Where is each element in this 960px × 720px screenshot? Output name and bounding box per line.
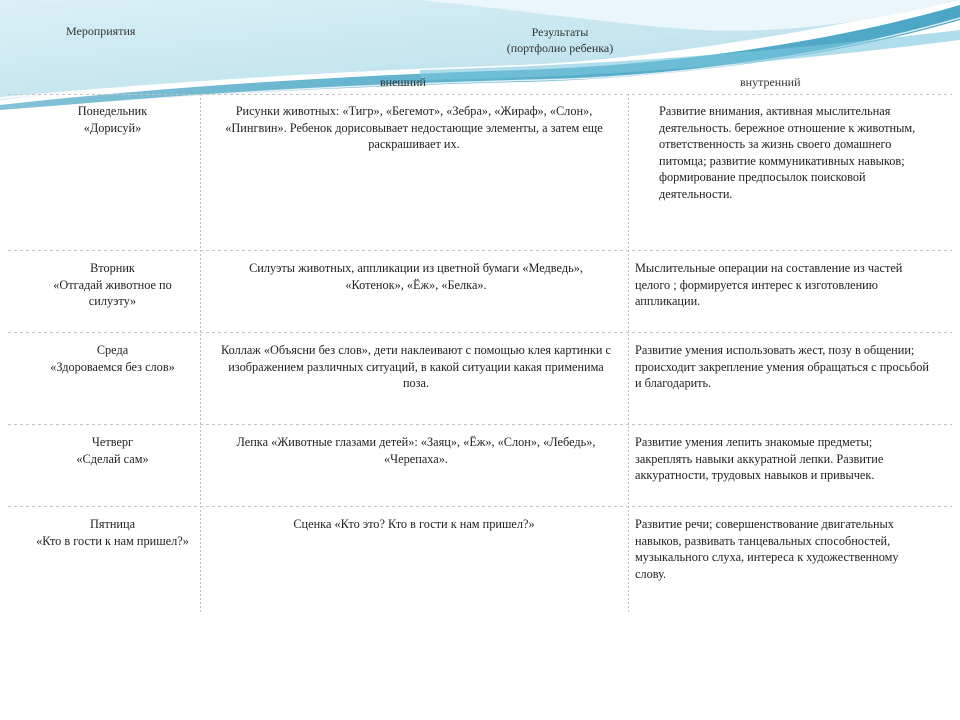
internal-result: Мыслительные операции на составление из частей целого ; формируется интерес к изготовлению аппликации. bbox=[635, 261, 903, 308]
internal-result: Развитие умения использовать жест, позу в общении; происходит закрепление умения обращаться с просьбой и благодарить. bbox=[635, 343, 929, 390]
row-divider bbox=[8, 332, 952, 333]
event-label: «Дорисуй» bbox=[83, 120, 142, 135]
event-label: «Кто в гости к нам пришел?» bbox=[36, 533, 189, 548]
external-result: Рисунки животных: «Тигр», «Бегемот», «Зебра», «Жираф», «Слон», «Пингвин». Ребенок дорисовывает недостающие элементы, а затем еще раскрашивает их. bbox=[225, 104, 603, 151]
external-result: Лепка «Животные глазами детей»: «Заяц», «Ёж», «Слон», «Лебедь», «Черепаха». bbox=[236, 435, 596, 466]
day-label: Пятница bbox=[89, 517, 136, 531]
table-row-tuesday bbox=[30, 260, 195, 310]
header-results bbox=[470, 24, 650, 56]
day-label: Понедельник bbox=[77, 104, 148, 118]
header-external: внешний bbox=[380, 75, 426, 89]
external-result: Коллаж «Объясни без слов», дети наклеивают с помощью клея картинки с изображением различных ситуаций, в какой ситуации какая применима поза. bbox=[221, 343, 611, 390]
internal-result: Развитие внимания, активная мыслительная деятельность. бережное отношение к животным, ответственность за жизнь своего домашнего питомца; развитие коммуникативных навыков; формирование предпосылок поисковой деятельности. bbox=[659, 104, 916, 201]
row-divider bbox=[8, 250, 952, 251]
external-result: Сценка «Кто это? Кто в гости к нам пришел?» bbox=[293, 517, 535, 531]
day-label: Вторник bbox=[90, 261, 135, 275]
header-internal: внутренний bbox=[740, 75, 801, 89]
row-divider bbox=[8, 424, 952, 425]
header-results-title: Результаты bbox=[531, 25, 589, 39]
table-row-thursday bbox=[30, 434, 195, 467]
column-divider bbox=[628, 94, 629, 614]
row-divider bbox=[8, 94, 952, 95]
table-row-monday bbox=[30, 103, 195, 136]
table-row-friday bbox=[30, 516, 195, 549]
header-events: Мероприятия bbox=[66, 24, 136, 38]
external-result: Силуэты животных, аппликации из цветной бумаги «Медведь», «Котенок», «Ёж», «Белка». bbox=[249, 261, 583, 292]
row-divider bbox=[8, 506, 952, 507]
event-label: «Сделай сам» bbox=[76, 451, 149, 466]
event-label: «Здороваемся без слов» bbox=[50, 359, 175, 374]
day-label: Среда bbox=[96, 343, 129, 357]
header-results-subtitle: (портфолио ребенка) bbox=[506, 41, 614, 55]
event-label: «Отгадай животное по силуэту» bbox=[53, 277, 172, 308]
table-row-wednesday bbox=[30, 342, 195, 375]
internal-result: Развитие умения лепить знакомые предметы; закреплять навыки аккуратной лепки. Развитие аккуратности, трудовых навыков и привычек. bbox=[635, 435, 884, 482]
day-label: Четверг bbox=[91, 435, 134, 449]
column-divider bbox=[200, 94, 201, 614]
internal-result: Развитие речи; совершенствование двигательных навыков, развивать танцевальных способностей, музыкального слуха, интереса к художественному слову. bbox=[635, 517, 899, 581]
